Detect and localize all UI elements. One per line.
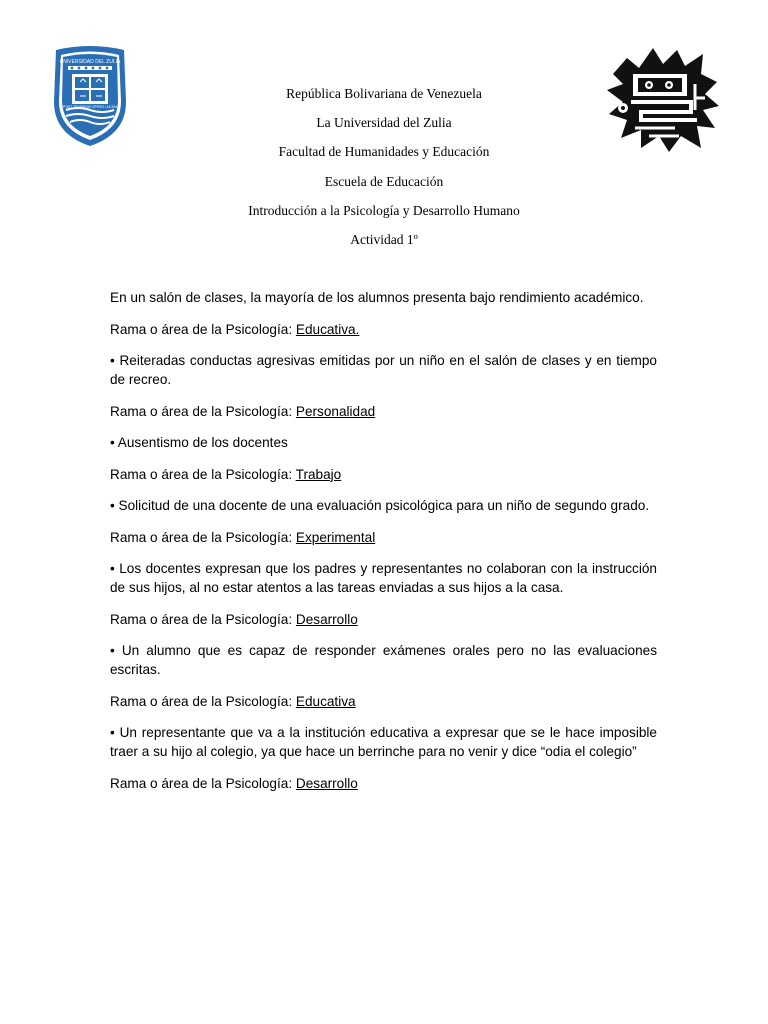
case-text: En un salón de clases, la mayoría de los alumnos presenta bajo rendimiento académico. xyxy=(110,290,644,305)
header-faculty: Facultad de Humanidades y Educación xyxy=(278,144,490,160)
branch-label: Rama o área de la Psicología: xyxy=(110,321,293,337)
case-text: • Un representante que va a la institución educativa a expresar que se le hace imposible traer a su hijo al colegio, ya que hace un berrinche para no venir y dice “odia el colegio” xyxy=(110,725,657,759)
branch-label: Rama o área de la Psicología: xyxy=(110,403,293,419)
branch-answer: Educativa xyxy=(295,693,356,709)
header-school: Escuela de Educación xyxy=(324,173,444,189)
branch-answer: Trabajo xyxy=(295,466,342,482)
branch-line xyxy=(110,774,657,793)
header-activity: Actividad 1º xyxy=(350,231,418,247)
university-shield-icon xyxy=(50,44,130,148)
case-text: • Ausentismo de los docentes xyxy=(110,435,288,450)
case-text: • Un alumno que es capaz de responder exámenes orales pero no las evaluaciones escritas. xyxy=(110,643,657,677)
branch-line xyxy=(110,528,657,547)
branch-label: Rama o área de la Psicología: xyxy=(110,611,293,627)
logo-motto: POST TENEBRAS SPERO LUCEM xyxy=(63,105,117,109)
header-country: República Bolivariana de Venezuela xyxy=(286,86,482,101)
case-text: • Solicitud de una docente de una evaluación psicológica para un niño de segundo grado. xyxy=(110,498,650,513)
header-course: Introducción a la Psicología y Desarrollo Humano xyxy=(248,202,520,218)
branch-label: Rama o área de la Psicología: xyxy=(110,693,293,709)
branch-line xyxy=(110,692,657,711)
branch-line xyxy=(110,320,657,339)
branch-answer: Desarrollo xyxy=(295,611,358,627)
document-header xyxy=(130,84,638,259)
university-shield-logo xyxy=(50,44,130,148)
branch-label: Rama o área de la Psicología: xyxy=(110,775,293,791)
case-text: • Reiteradas conductas agresivas emitidas por un niño en el salón de clases y en tiempo de recreo. xyxy=(110,353,657,387)
branch-answer: Desarrollo xyxy=(295,775,358,791)
header-university: La Universidad del Zulia xyxy=(316,115,452,131)
branch-line xyxy=(110,610,657,629)
branch-answer: Educativa. xyxy=(295,321,360,337)
case-text: • Los docentes expresan que los padres y representantes no colaboran con la instrucción de sus hijos, al no estar atentos a las tareas enviadas a sus hijos a la casa. xyxy=(110,561,657,595)
branch-label: Rama o área de la Psicología: xyxy=(110,466,293,482)
branch-label: Rama o área de la Psicología: xyxy=(110,529,293,545)
branch-line xyxy=(110,465,657,484)
branch-answer: Experimental xyxy=(295,529,376,545)
logo-text-top: UNIVERSIDAD DEL ZULIA xyxy=(59,59,121,65)
branch-line xyxy=(110,402,657,421)
document-body xyxy=(110,288,657,805)
branch-answer: Personalidad xyxy=(295,403,376,419)
